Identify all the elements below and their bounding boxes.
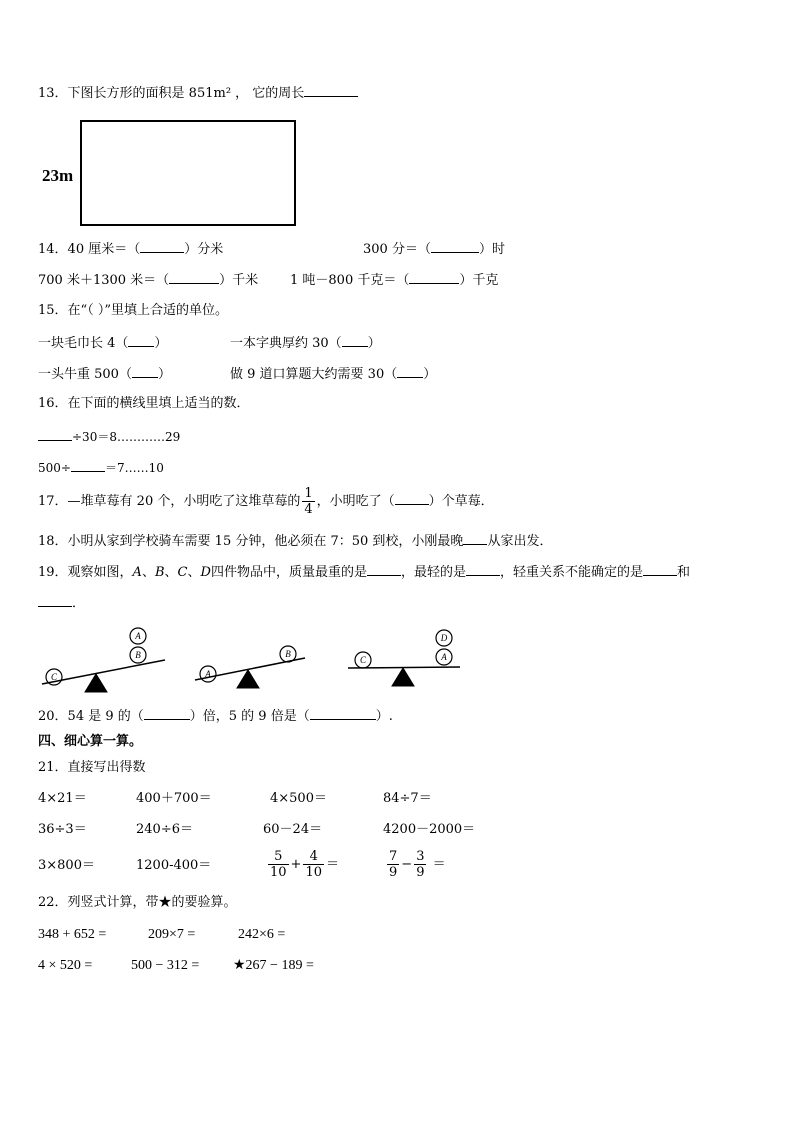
q17-numerator: 1 (304, 486, 313, 501)
q19-text: 19．观察如图， (38, 565, 133, 580)
q14-c (38, 271, 258, 289)
q19-blank-unknown-2[interactable] (38, 594, 72, 607)
q20-blank-1[interactable] (144, 707, 190, 720)
q16-a-blank[interactable] (38, 428, 72, 441)
rectangle-figure (80, 120, 296, 226)
q13-text: 13．下图长方形的面积是 851m² ， 它的周长 (38, 86, 305, 101)
scale3-right-bottom-label: A (441, 652, 447, 662)
q17-blank[interactable] (395, 492, 429, 505)
q17-text-2: ，小明吃了（ (316, 494, 395, 509)
q18-text: 18．小明从家到学校骑车需要 15 分钟，他必须在 7：50 到校，小刚最晚 (38, 534, 464, 549)
q14-b (363, 240, 505, 258)
q14-a-blank[interactable] (140, 240, 184, 253)
q15-d-blank[interactable] (397, 365, 423, 378)
scale1-right-top-label: A (135, 631, 141, 641)
q15-c-blank[interactable] (132, 365, 158, 378)
q17-line (38, 483, 494, 521)
q14-b-unit: ）时 (478, 242, 505, 257)
q14-a-unit: ）分米 (184, 242, 224, 257)
q14-c-blank[interactable] (169, 271, 219, 284)
balance-scale-1 (42, 628, 165, 692)
q14-d-text: 1 吨－800 千克＝（ (290, 273, 410, 288)
q21-r3c2: 1200-400＝ (136, 858, 212, 873)
q15-title: 15．在“（ ）”里填上合适的单位。 (38, 303, 228, 318)
q21-r2c3: 60－24＝ (263, 822, 323, 837)
q15-a-blank[interactable] (128, 334, 154, 347)
q14-b-text: 300 分＝（ (363, 242, 431, 257)
q22-r1c2: 209×7 = (148, 927, 196, 942)
q21-fraction-diff (385, 846, 446, 884)
q14-d-unit: ）千克 (459, 273, 499, 288)
q21-r2c1: 36÷3＝ (38, 822, 87, 837)
q16-b (38, 459, 164, 476)
q21-r2c2: 240÷6＝ (136, 822, 193, 837)
q21-r1c1: 4×21＝ (38, 791, 87, 806)
q13-line (38, 84, 358, 102)
q17-text-3: ）个草莓． (428, 494, 494, 509)
q20-blank-2[interactable] (310, 707, 376, 720)
rectangle-side-label: 23m (42, 166, 74, 185)
q22-r1c1: 348 + 652 = (38, 927, 107, 942)
minus-sign: − (401, 857, 413, 872)
q19-blank-heaviest[interactable] (367, 563, 401, 576)
q14-c-unit: ）千米 (219, 273, 259, 288)
q19-blank-unknown-1[interactable] (643, 563, 677, 576)
q15-a-close: ） (154, 336, 168, 351)
section-4-heading: 四、细心算一算。 (38, 734, 143, 749)
q20-line (38, 707, 393, 725)
scale3-left-label: C (359, 655, 367, 665)
q22-r2c1: 4 × 520 = (38, 958, 93, 973)
q21-title: 21．直接写出得数 (38, 760, 146, 775)
q15-c-text: 一头牛重 500（ (38, 367, 132, 382)
q18-line (38, 532, 552, 550)
q15-b (230, 334, 381, 352)
q14-a-text: 14．40 厘米＝（ (38, 242, 141, 257)
q15-b-text: 一本字典厚约 30（ (230, 336, 342, 351)
balance-scale-3 (348, 630, 460, 686)
q18-text-2: 从家出发． (487, 534, 553, 549)
q15-d-text: 做 9 道口算题大约需要 30（ (230, 367, 398, 382)
plus-sign: + (290, 857, 302, 872)
equals-sign: ＝ (326, 857, 340, 872)
q22-title: 22．列竖式计算，带★的要验算。 (38, 895, 237, 910)
q14-a (38, 240, 223, 258)
q14-c-text: 700 米＋1300 米＝（ (38, 273, 170, 288)
q16-a (38, 428, 180, 445)
q15-c (38, 365, 171, 383)
q13-blank[interactable] (304, 84, 358, 97)
q16-b-text: 500÷ (38, 461, 71, 475)
q19-c: C (177, 565, 188, 580)
q21-r1c2: 400＋700＝ (136, 791, 212, 806)
q19-line-2 (38, 594, 85, 612)
q22-r1c3: 242×6 = (238, 927, 286, 942)
q19-text-2: 四件物品中，质量最重的是 (210, 565, 367, 580)
q21-fraction-sum (266, 846, 339, 884)
q17-denominator: 4 (304, 502, 313, 517)
q14-d (290, 271, 498, 289)
scale1-right-bottom-label: B (135, 650, 141, 660)
q21-r3c1: 3×800＝ (38, 858, 95, 873)
q19-blank-lightest[interactable] (466, 563, 500, 576)
q19-text-3: ，最轻的是 (400, 565, 466, 580)
scale2-right-label: B (285, 649, 291, 659)
q15-d-close: ） (423, 367, 437, 382)
q14-b-blank[interactable] (431, 240, 479, 253)
q19-line: 19．观察如图，A、B、C、D四件物品中，质量最重的是 ，最轻的是 ，轻重关系不能确定的是 和 (38, 565, 690, 580)
scale1-left-label: C (50, 672, 58, 682)
q16-a-text: ÷30＝8…………29 (72, 430, 181, 444)
q19-text-6: ． (72, 596, 86, 611)
q19-text-4: ，轻重关系不能确定的是 (499, 565, 643, 580)
q19-d: D (200, 565, 211, 580)
fraction-7-9: $\frac{7}{9}$ (389, 849, 398, 880)
q21-r1c3: 4×500＝ (270, 791, 327, 806)
q16-b-rest: ＝7……10 (104, 461, 164, 475)
fraction-4-10: $\frac{4}{10}$ (305, 849, 322, 880)
fraction-5-10: $\frac{5}{10}$ (270, 849, 287, 880)
q19-b: B (154, 565, 165, 580)
fraction-3-9: $\frac{3}{9}$ (416, 849, 425, 880)
equals-sign-2: ＝ (432, 857, 446, 872)
q15-a (38, 334, 167, 352)
q15-c-close: ） (157, 367, 171, 382)
q14-d-blank[interactable] (409, 271, 459, 284)
q16-title: 16．在下面的横线里填上适当的数． (38, 396, 250, 411)
q17-fraction (302, 486, 314, 517)
q22-r2c3: ★267 − 189 = (233, 958, 314, 973)
q19-a: A (132, 565, 142, 580)
q20-text-3: ）. (375, 709, 393, 724)
q18-blank[interactable] (463, 532, 487, 545)
q17-text: 17．—堆草莓有 20 个，小明吃了这堆草莓的 (38, 494, 301, 509)
q22-r2c2: 500 − 312 = (131, 958, 200, 973)
q16-b-blank[interactable] (71, 459, 105, 472)
q21-r2c4: 4200－2000＝ (383, 822, 476, 837)
q15-b-blank[interactable] (342, 334, 368, 347)
scale2-left-label: A (205, 669, 211, 679)
q20-text-2: ）倍，5 的 9 倍是（ (189, 709, 310, 724)
q20-text: 20．54 是 9 的（ (38, 709, 144, 724)
q15-b-close: ） (367, 336, 381, 351)
q21-r1c4: 84÷7＝ (383, 791, 432, 806)
scale3-right-top-label: D (440, 633, 448, 643)
q15-d (230, 365, 436, 383)
balance-scale-2 (195, 646, 305, 688)
q19-text-5: 和 (676, 565, 690, 580)
balance-scales-figure (30, 622, 480, 694)
q15-a-text: 一块毛巾长 4（ (38, 336, 129, 351)
